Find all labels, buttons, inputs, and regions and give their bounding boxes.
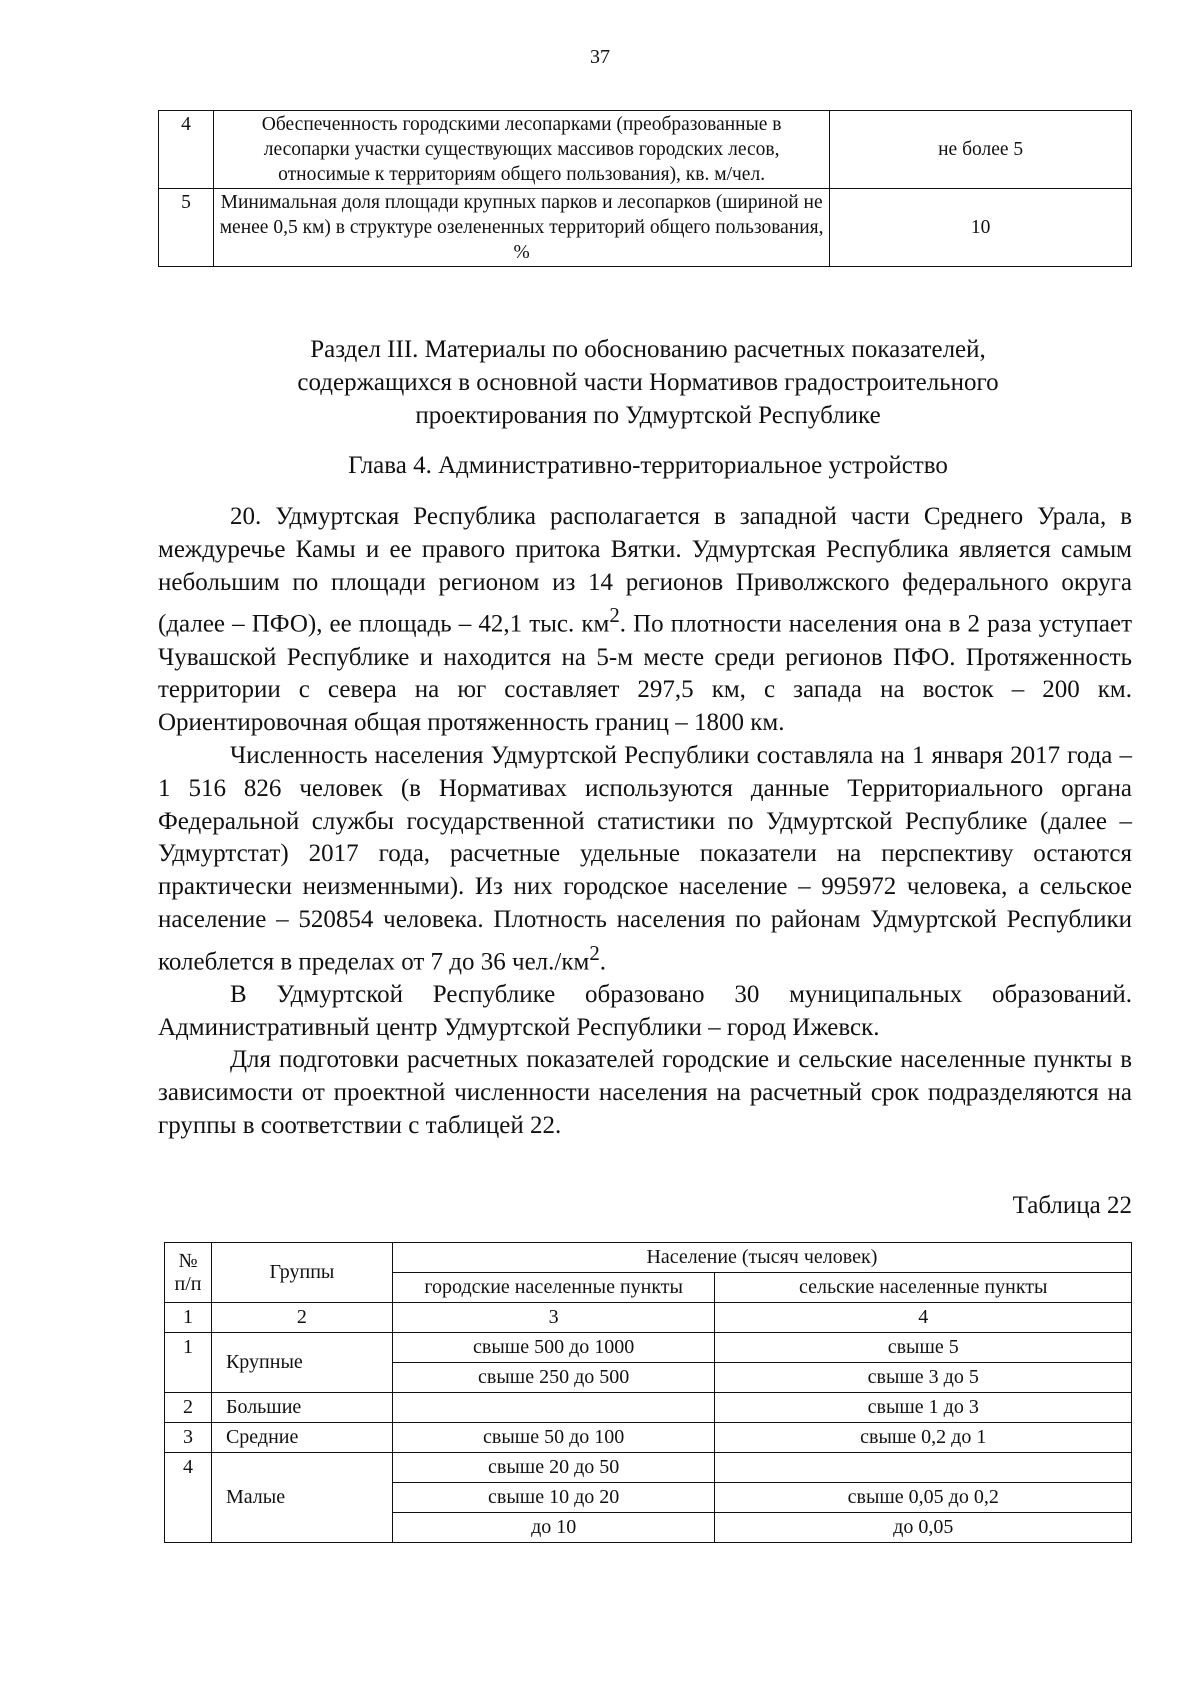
- table-row: [165, 1423, 1132, 1453]
- indicator-text: Обеспеченность городскими лесопарками (преобразованные в лесопарки участки существующих массивов городских лесов, относимые к территориям общего пользования), кв. м/чел.: [213, 111, 829, 189]
- urban-range: [392, 1393, 715, 1423]
- group-name: Средние: [211, 1423, 392, 1453]
- group-name: Большие: [211, 1393, 392, 1423]
- page-number: 37: [590, 46, 610, 68]
- group-name: Крупные: [211, 1333, 392, 1393]
- row-number: 4: [159, 111, 214, 189]
- urban-range: свыше 50 до 100: [392, 1423, 715, 1453]
- row-number: 5: [159, 189, 214, 267]
- section-heading-line: содержащихся в основной части Нормативов градостроительного: [297, 369, 999, 396]
- indicators-table: [158, 110, 1132, 267]
- header-groups: Группы: [211, 1243, 392, 1303]
- row-number: 1: [165, 1333, 212, 1393]
- header-number: № п/п: [165, 1243, 212, 1303]
- paragraph-text: 20. Удмуртская Республика располагается в западной части Среднего Урала, в междуречье Камы и ее правого притока Вятки. Удмуртская Республика является самым небольшим по площади регионом из 14 регионов Приволжского федерального округа (далее – ПФО), ее площадь – 42,1 тыс. км: [158, 503, 1132, 638]
- body-text: [158, 501, 1132, 1143]
- indicator-value: 10: [830, 189, 1132, 267]
- table-row: [165, 1453, 1132, 1483]
- column-index: 1: [165, 1303, 212, 1333]
- urban-range: свыше 250 до 500: [392, 1363, 715, 1393]
- urban-range: свыше 10 до 20: [392, 1483, 715, 1513]
- settlement-groups-table: [164, 1242, 1132, 1543]
- urban-range: до 10: [392, 1513, 715, 1543]
- table-caption: Таблица 22: [1012, 1192, 1132, 1219]
- table-row: [165, 1333, 1132, 1363]
- chapter-heading: Глава 4. Административно-территориальное устройство: [348, 452, 948, 479]
- column-index: 3: [392, 1303, 715, 1333]
- table-index-row: [165, 1303, 1132, 1333]
- urban-range: свыше 500 до 1000: [392, 1333, 715, 1363]
- row-number: 4: [165, 1453, 212, 1543]
- paragraph: [158, 740, 1132, 979]
- header-rural: сельские населенные пункты: [715, 1273, 1132, 1303]
- column-index: 2: [211, 1303, 392, 1333]
- header-urban: городские населенные пункты: [392, 1273, 715, 1303]
- paragraph-text: .: [599, 948, 606, 976]
- rural-range: [715, 1453, 1132, 1483]
- rural-range: свыше 5: [715, 1333, 1132, 1363]
- indicator-value: не более 5: [830, 111, 1132, 189]
- header-population: Население (тысяч человек): [392, 1243, 1131, 1273]
- rural-range: свыше 0,2 до 1: [715, 1423, 1132, 1453]
- paragraph: [158, 501, 1132, 740]
- paragraph: В Удмуртской Республике образовано 30 муниципальных образований. Административный центр Удмуртской Республики – город Ижевск.: [158, 980, 1132, 1041]
- section-heading: [0, 333, 1200, 432]
- urban-range: свыше 20 до 50: [392, 1453, 715, 1483]
- superscript: 2: [609, 603, 620, 628]
- table-row: [159, 111, 1132, 189]
- superscript: 2: [589, 940, 600, 965]
- group-name: Малые: [211, 1453, 392, 1543]
- row-number: 3: [165, 1423, 212, 1453]
- rural-range: свыше 0,05 до 0,2: [715, 1483, 1132, 1513]
- indicator-text: Минимальная доля площади крупных парков и лесопарков (шириной не менее 0,5 км) в структуре озелененных территорий общего пользования, %: [213, 189, 829, 267]
- rural-range: до 0,05: [715, 1513, 1132, 1543]
- table-row: [159, 189, 1132, 267]
- rural-range: свыше 3 до 5: [715, 1363, 1132, 1393]
- table-header-row: [165, 1243, 1132, 1273]
- rural-range: свыше 1 до 3: [715, 1393, 1132, 1423]
- column-index: 4: [715, 1303, 1132, 1333]
- paragraph: Для подготовки расчетных показателей городские и сельские населенные пункты в зависимости от проектной численности населения на расчетный срок подразделяются на группы в соответствии с таблицей 22.: [158, 1046, 1132, 1139]
- section-heading-line: проектирования по Удмуртской Республике: [415, 402, 881, 429]
- paragraph-text: . По плотности населения она в 2 раза уступает Чувашской Республике и находится на 5-м месте среди регионов ПФО. Протяженность территории с севера на юг составляет 297,5 км, с запада на восток – 200 км. Ориентировочная общая протяженность границ – 1800 км.: [158, 610, 1132, 737]
- section-heading-line: Раздел III. Материалы по обоснованию расчетных показателей,: [310, 336, 986, 363]
- table-row: [165, 1393, 1132, 1423]
- paragraph-text: Численность населения Удмуртской Республики составляла на 1 января 2017 года – 1 516 826 человек (в Нормативах используются данные Территориального органа Федеральной службы государственной статистики по Удмуртской Республике (далее – Удмуртстат) 2017 года, расчетные удельные показатели на перспективу остаются практически неизменными). Из них городское население – 995972 человека, а сельское население – 520854 человека. Плотность населения по районам Удмуртской Республики колеблется в пределах от 7 до 36 чел./км: [158, 741, 1132, 976]
- row-number: 2: [165, 1393, 212, 1423]
